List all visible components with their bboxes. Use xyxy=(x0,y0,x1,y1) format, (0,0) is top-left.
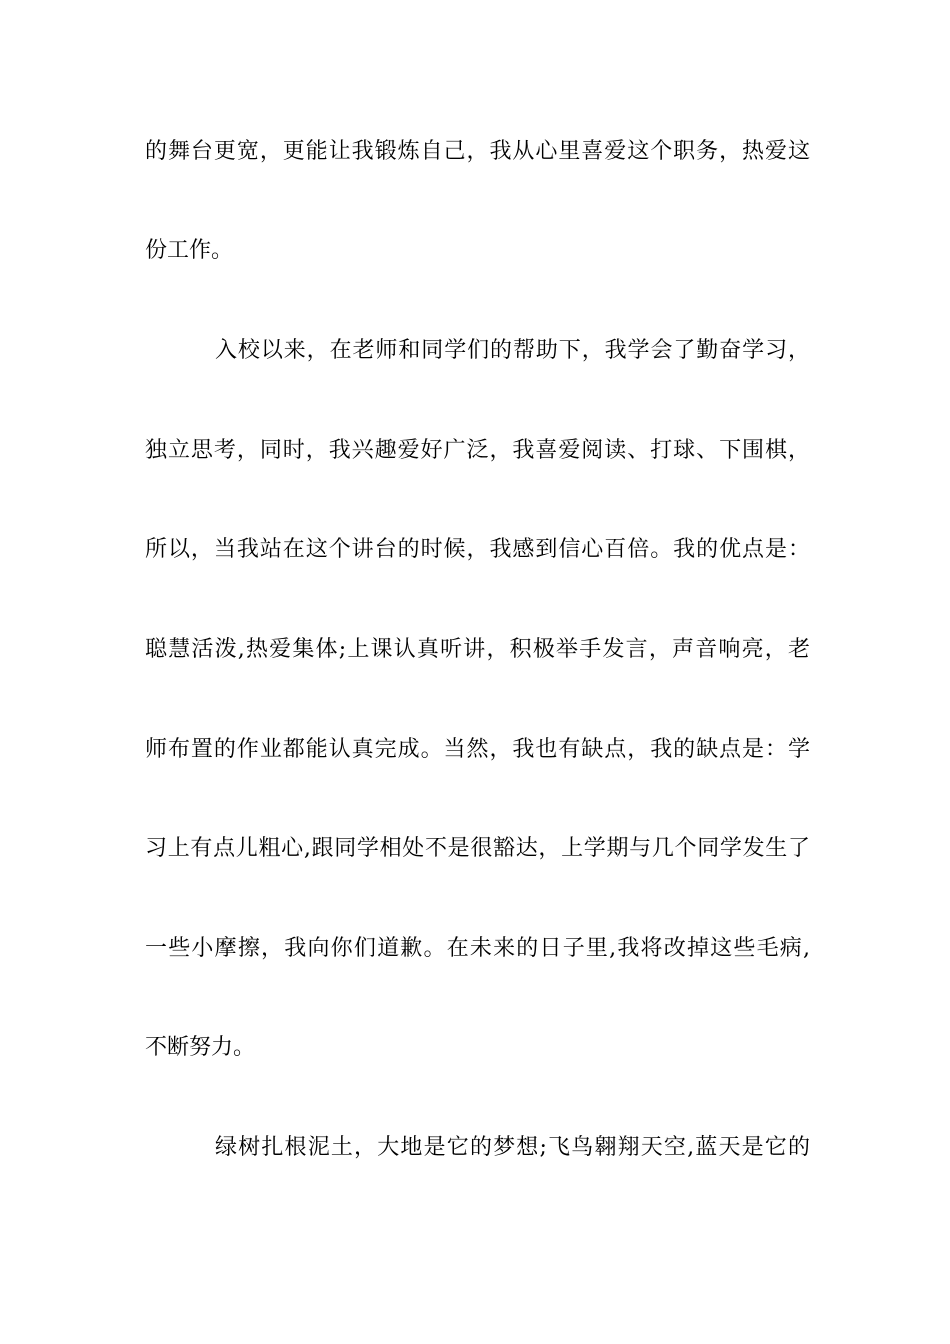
text-line: 绿树扎根泥土，大地是它的梦想;飞鸟翱翔天空,蓝天是它的 xyxy=(215,1135,810,1160)
text-line: 的舞台更宽，更能让我锻炼自己，我从心里喜爱这个职务，热爱这 xyxy=(145,139,810,164)
text-line: 聪慧活泼,热爱集体;上课认真听讲，积极举手发言，声音响亮，老 xyxy=(145,637,810,662)
text-line: 师布置的作业都能认真完成。当然，我也有缺点，我的缺点是：学 xyxy=(145,737,810,762)
text-line: 不断努力。 xyxy=(145,1035,256,1060)
text-line: 独立思考，同时，我兴趣爱好广泛，我喜爱阅读、打球、下围棋， xyxy=(145,438,810,463)
text-line: 份工作。 xyxy=(145,238,234,263)
text-line: 所以，当我站在这个讲台的时候，我感到信心百倍。我的优点是： xyxy=(145,537,810,562)
text-line: 入校以来，在老师和同学们的帮助下，我学会了勤奋学习， xyxy=(215,338,810,363)
text-line: 习上有点儿粗心,跟同学相处不是很豁达，上学期与几个同学发生了 xyxy=(145,836,810,861)
text-line: 一些小摩擦，我向你们道歉。在未来的日子里,我将改掉这些毛病, xyxy=(145,936,810,961)
